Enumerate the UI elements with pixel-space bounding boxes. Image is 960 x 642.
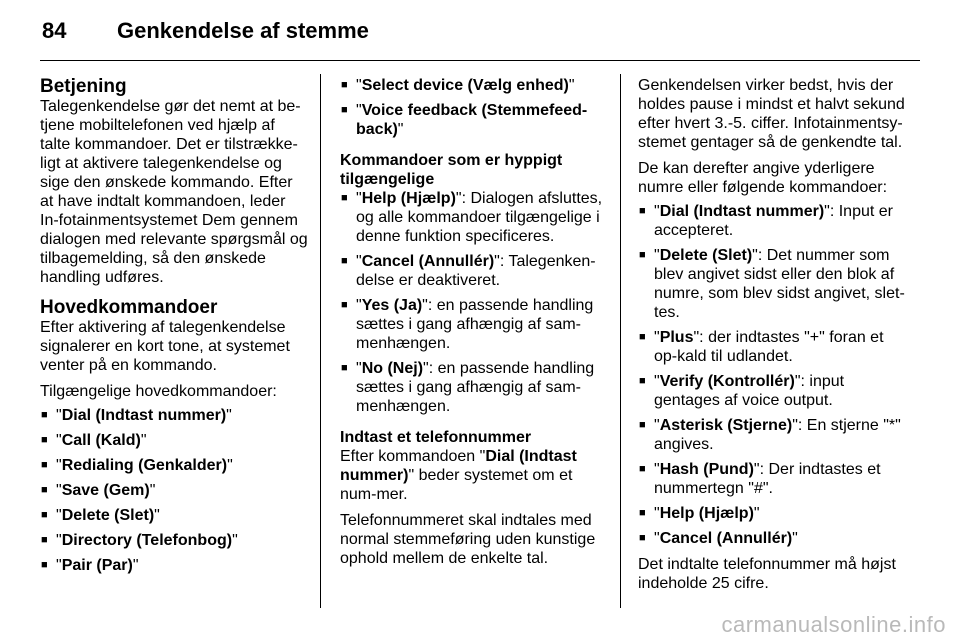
list-item: ■ "Dial (Indtast nummer)": Input er accepteret. bbox=[638, 202, 908, 240]
list-item: ■ "Voice feedback (Stemmefeed-back)" bbox=[340, 101, 608, 139]
list-item: ■ "Help (Hjælp)": Dialogen afsluttes, og alle kommandoer tilgængelige i denne funktion specificeres. bbox=[340, 189, 608, 246]
phone-number-heading: Indtast et telefonnummer bbox=[340, 429, 532, 446]
list-item: ■ "Select device (Vælg enhed)" bbox=[340, 76, 608, 95]
list-item: ■ "Pair (Par)" bbox=[40, 556, 308, 575]
page-header bbox=[42, 18, 369, 44]
top-command-list bbox=[340, 76, 608, 139]
list-item: ■ "No (Nej)": en passende handling sættes i gang afhængig af sam-menhængen. bbox=[340, 359, 608, 416]
number-command-list bbox=[638, 202, 908, 548]
list-item: ■ "Cancel (Annullér)": Talegenken-delse er deaktiveret. bbox=[340, 252, 608, 290]
list-item: ■ "Yes (Ja)": en passende handling sættes i gang afhængig af sam-menhængen. bbox=[340, 296, 608, 353]
watermark: carmanualsonline.info bbox=[721, 612, 946, 637]
more-numbers-paragraph: De kan derefter angive yderligere numre eller følgende kommandoer: bbox=[638, 160, 888, 196]
column-divider-2 bbox=[620, 74, 621, 608]
column-3 bbox=[638, 76, 908, 600]
main-command-list bbox=[40, 406, 308, 575]
list-item: ■ "Help (Hjælp)" bbox=[638, 504, 908, 523]
list-item: ■ "Asterisk (Stjerne)": En stjerne "*" angives. bbox=[638, 416, 908, 454]
list-item: ■ "Directory (Telefonbog)" bbox=[40, 531, 308, 550]
betjening-paragraph: Talegenkendelse gør det nemt at be-tjene mobiltelefonen ved hjælp af talte kommandoer. Det er tilstrække-ligt at aktivere talegenkendelse og sige den ønskede kommando. Efter at have indtalt kommandoen, leder In-fotainmentsystemet Dem gennem dialogen med relevante spørgsmål og tilbagemelding, så den ønskede handling udføres. bbox=[40, 98, 308, 286]
column-2 bbox=[340, 76, 608, 575]
column-1 bbox=[40, 76, 308, 582]
list-item: ■ "Redialing (Genkalder)" bbox=[40, 456, 308, 475]
header-rule bbox=[40, 60, 920, 61]
available-commands-label: Tilgængelige hovedkommandoer: bbox=[40, 383, 277, 400]
list-item: ■ "Hash (Pund)": Der indtastes et nummertegn "#". bbox=[638, 460, 908, 498]
section-heading-hovedkommandoer: Hovedkommandoer bbox=[40, 297, 218, 318]
column-divider-1 bbox=[320, 74, 321, 608]
list-item: ■ "Delete (Slet)" bbox=[40, 506, 308, 525]
list-item: ■ "Plus": der indtastes "+" foran et op-kald til udlandet. bbox=[638, 328, 908, 366]
list-item: ■ "Delete (Slet)": Det nummer som blev angivet sidst eller den blok af numre, som blev sidst angivet, slet-tes. bbox=[638, 246, 908, 322]
phone-paragraph: Efter kommandoen "Dial (Indtast nummer)" beder systemet om et num-mer. bbox=[340, 448, 577, 503]
list-item: ■ "Verify (Kontrollér)": input gentages af voice output. bbox=[638, 372, 908, 410]
hoved-paragraph: Efter aktivering af talegenkendelse signalerer en kort tone, at systemet venter på en kommando. bbox=[40, 319, 290, 374]
list-item: ■ "Call (Kald)" bbox=[40, 431, 308, 450]
section-heading-betjening: Betjening bbox=[40, 76, 127, 97]
list-item: ■ "Dial (Indtast nummer)" bbox=[40, 406, 308, 425]
list-item: ■ "Cancel (Annullér)" bbox=[638, 529, 908, 548]
phone-paragraph-2: Telefonnummeret skal indtales med normal stemmeføring uden kunstige ophold mellem de enkelte tal. bbox=[340, 512, 596, 567]
page-number: 84 bbox=[42, 18, 67, 43]
page-title: Genkendelse af stemme bbox=[117, 18, 369, 43]
recognition-paragraph: Genkendelsen virker bedst, hvis der holdes pause i mindst et halvt sekund efter hvert 3.-5. ciffer. Infotainmentsy-stemet gentager så de genkendte tal. bbox=[638, 77, 905, 151]
max-digits-paragraph: Det indtalte telefonnummer må højst indeholde 25 cifre. bbox=[638, 556, 896, 592]
frequent-command-list bbox=[340, 189, 608, 416]
frequent-commands-heading: Kommandoer som er hyppigt tilgængelige bbox=[340, 152, 563, 188]
list-item: ■ "Save (Gem)" bbox=[40, 481, 308, 500]
